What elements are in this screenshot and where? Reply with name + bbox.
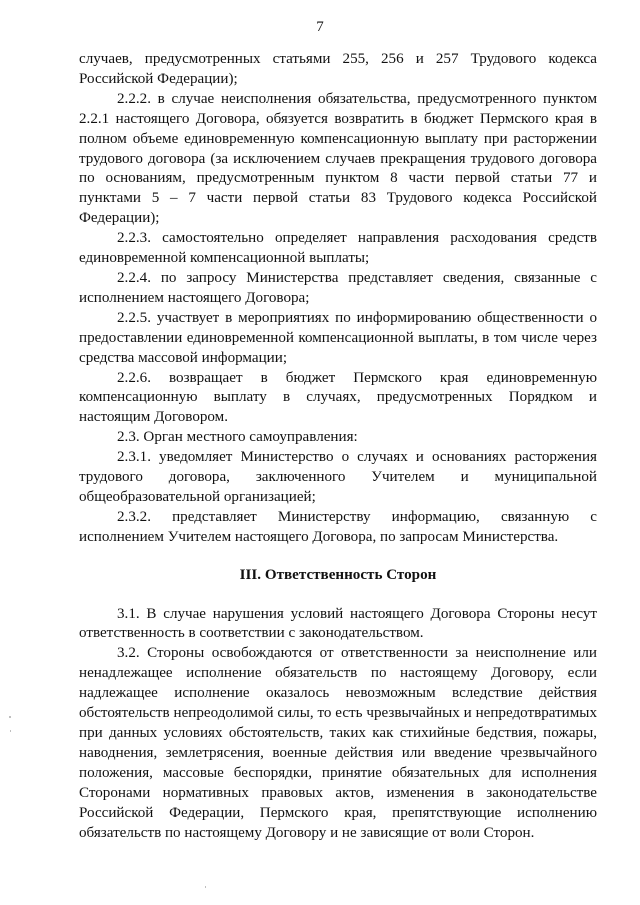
paragraph-3-2: 3.2. Стороны освобождаются от ответственности за неисполнение или ненадлежащее исполнение обязательств по настоящему Договору, если надлежащее исполнение оказалось невозможным вследствие действия обстоятельств непреодолимой силы, то есть чрезвычайных и непредотвратимых при данных условиях обстоятельств, таких как стихийные бедствия, пожары, наводнения, землетрясения, военные действия или введение чрезвычайного положения, массовые беспорядки, принятие обязательных для исполнения Сторонами нормативных правовых актов, изменения в законодательстве Российской Федерации, Пермского края, препятствующие исполнению обязательств по настоящему Договору и не зависящие от воли Сторон.	[79, 645, 597, 841]
paragraph-2-3: 2.3. Орган местного самоуправления:	[117, 429, 358, 446]
paragraph-2-3-2: 2.3.2. представляет Министерству информацию, связанную с исполнением Учителем настоящего Договора, по запросам Министерства.	[79, 508, 597, 545]
paragraph-2-2-6: 2.2.6. возвращает в бюджет Пермского края единовременную компенсационную выплату в случаях, предусмотренных Порядком и настоящим Договором.	[79, 369, 597, 426]
scan-artifact-mark	[10, 730, 11, 732]
document-body	[79, 50, 597, 843]
scan-artifact-mark	[9, 716, 11, 718]
paragraph-3-1: 3.1. В случае нарушения условий настоящего Договора Стороны несут ответственность в соответствии с законодательством.	[79, 605, 597, 642]
scan-artifact-mark	[205, 886, 206, 888]
page-number: 7	[316, 19, 324, 35]
paragraph-2-3-1: 2.3.1. уведомляет Министерство о случаях и основаниях расторжения трудового договора, заключенного Учителем и муниципальной общеобразовательной организацией;	[79, 449, 597, 505]
paragraph-2-2-4: 2.2.4. по запросу Министерства представляет сведения, связанные с исполнением настоящего Договора;	[79, 269, 597, 306]
paragraph-2-2-3: 2.2.3. самостоятельно определяет направления расходования средств единовременной компенсационной выплаты;	[79, 230, 597, 267]
section-heading: III. Ответственность Сторон	[239, 566, 437, 583]
paragraph-2-2-5: 2.2.5. участвует в мероприятиях по информированию общественности о предоставлении единовременной компенсационной выплаты, в том числе через средства массовой информации;	[79, 309, 597, 366]
paragraph-continuation: случаев, предусмотренных статьями 255, 256 и 257 Трудового кодекса Российской Федерации);	[79, 51, 597, 87]
paragraph-2-2-2: 2.2.2. в случае неисполнения обязательства, предусмотренного пунктом 2.2.1 настоящего Договора, обязуется возвратить в бюджет Пермского края в полном объеме единовременную компенсационную выплату при расторжении трудового договора (за исключением случаев прекращения трудового договора по основаниям, предусмотренным пунктом 8 части первой статьи 77 и пунктами 5 – 7 части первой статьи 83 Трудового кодекса Российской Федерации);	[79, 90, 597, 227]
